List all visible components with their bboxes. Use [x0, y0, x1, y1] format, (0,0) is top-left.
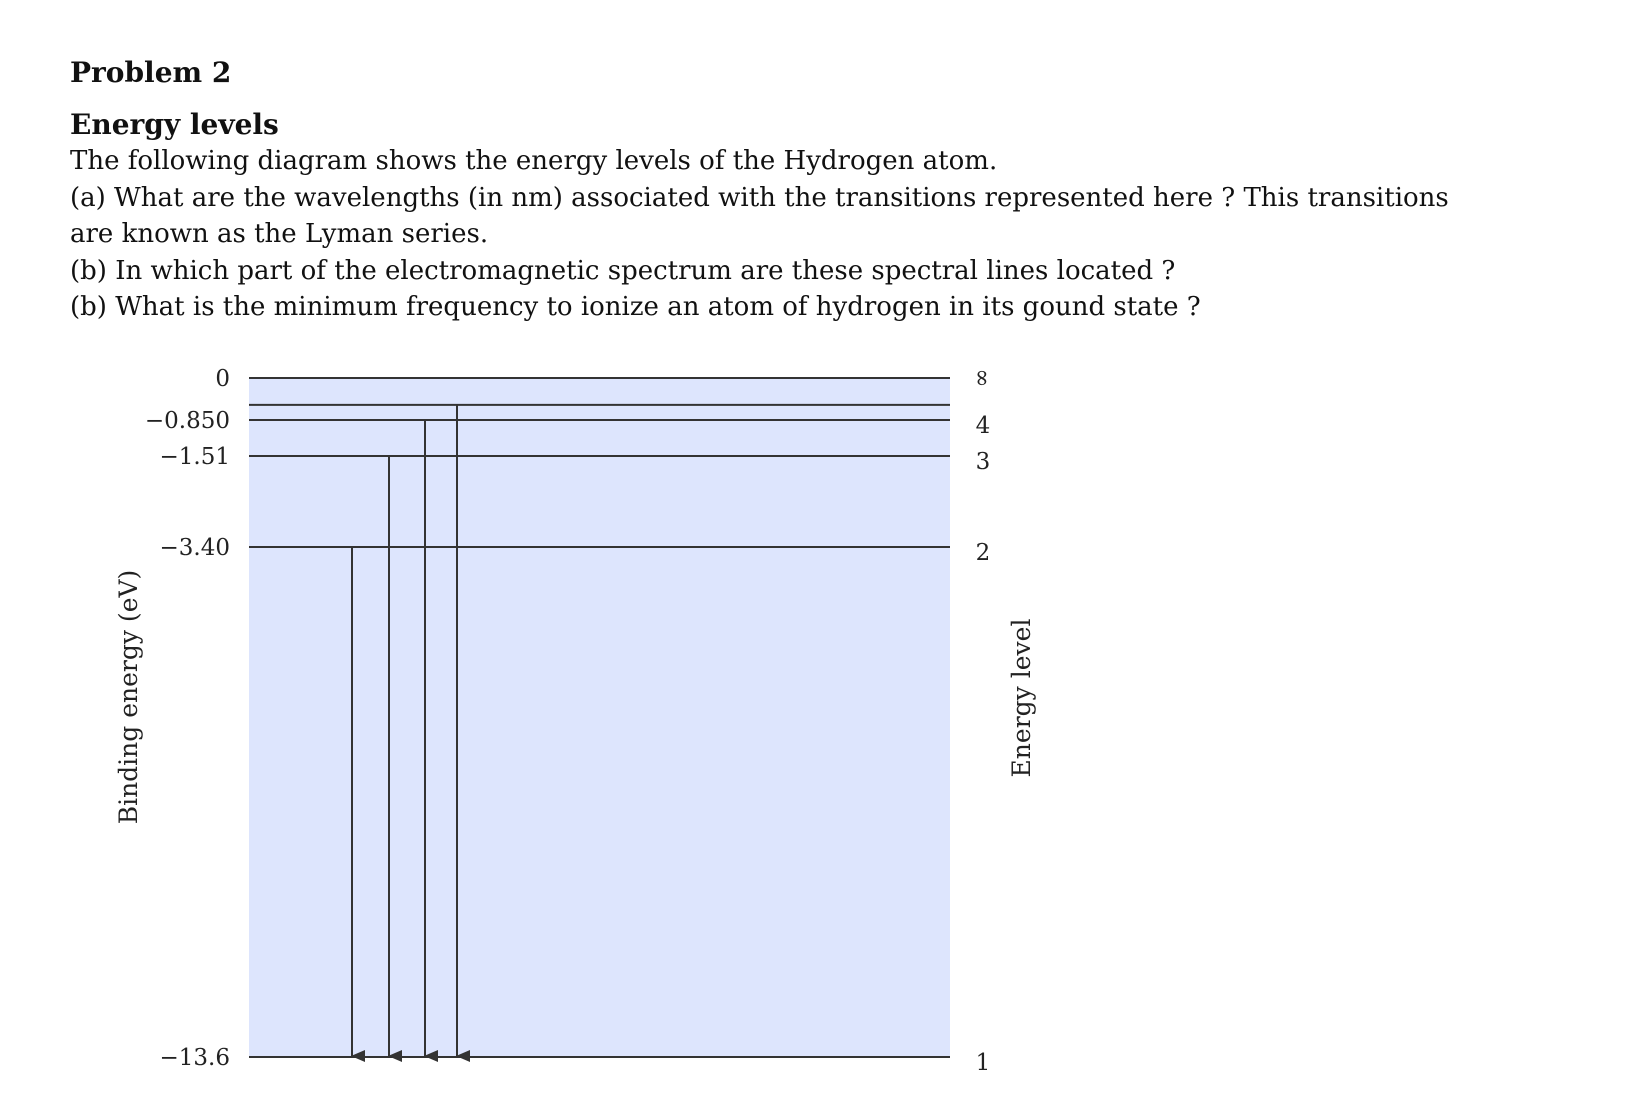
energy-level-axis-label: Energy level [1007, 618, 1036, 778]
section-title: Energy levels [70, 108, 279, 141]
question-a-line-1: (a) What are the wavelengths (in nm) associated with the transitions represented here ? This transitions [70, 182, 1449, 213]
binding-energy-axis-label: Binding energy (eV) [114, 569, 143, 825]
energy-value-label: −13.6 [159, 1045, 230, 1071]
problem-title: Problem 2 [70, 56, 232, 89]
energy-value-label: 0 [215, 366, 230, 392]
question-b-line: (b) In which part of the electromagnetic spectrum are these spectral lines located ? [70, 255, 1176, 286]
intro-line: The following diagram shows the energy levels of the Hydrogen atom. [70, 146, 998, 176]
level-number-label: 2 [975, 540, 991, 566]
energy-value-label: −0.850 [144, 408, 230, 434]
level-number-label: ∞ [969, 368, 995, 388]
question-a-line-2: are known as the Lyman series. [70, 219, 489, 249]
energy-value-label: −1.51 [159, 444, 230, 470]
level-number-label: 4 [975, 413, 991, 439]
energy-value-label: −3.40 [159, 535, 230, 561]
level-number-label: 1 [975, 1050, 991, 1076]
question-c-line: (b) What is the minimum frequency to ionize an atom of hydrogen in its gound state ? [70, 292, 1201, 322]
diagram-background [249, 378, 950, 1058]
level-number-label: 3 [975, 449, 991, 475]
